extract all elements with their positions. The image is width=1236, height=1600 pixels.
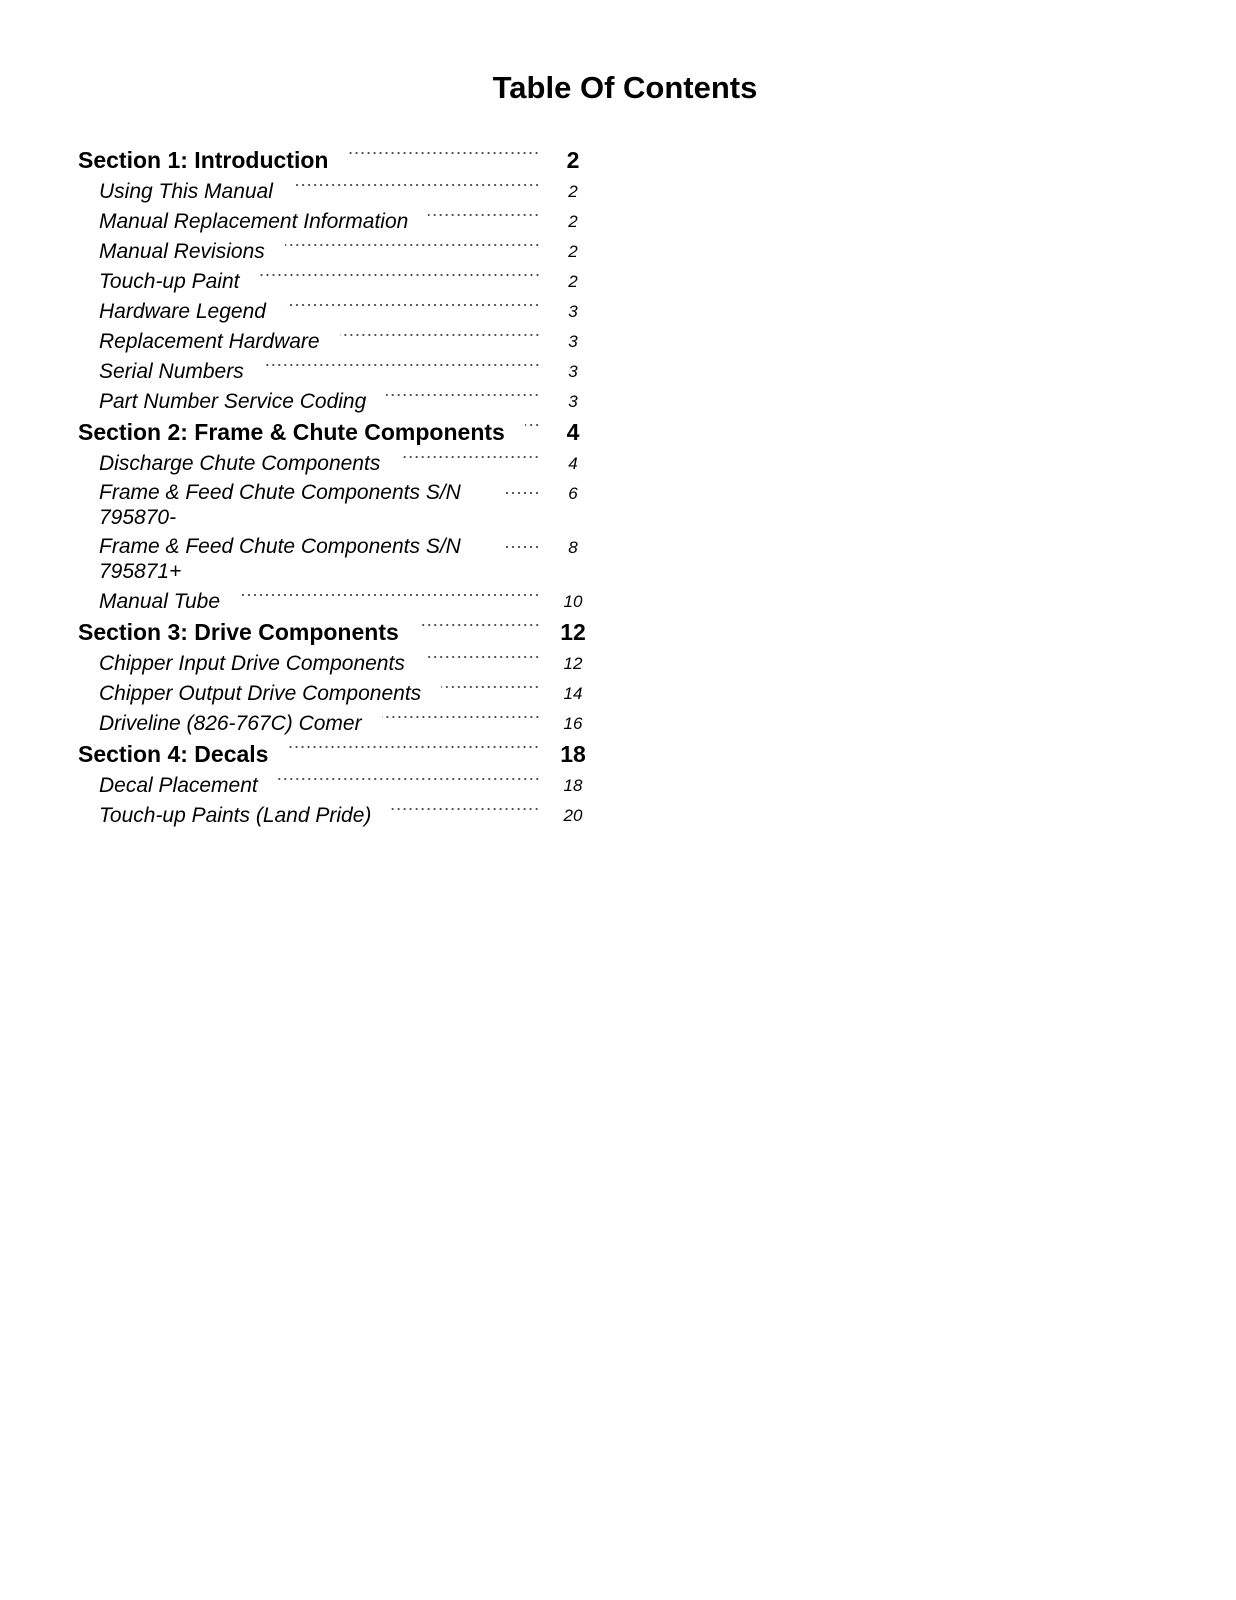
dot-leader bbox=[240, 588, 540, 602]
toc-entry-label: Hardware Legend bbox=[99, 300, 266, 323]
toc-item-entry[interactable] bbox=[78, 238, 588, 268]
toc-entry-page-number: 2 bbox=[566, 147, 580, 173]
dot-leader bbox=[525, 418, 540, 432]
dot-leader bbox=[278, 772, 540, 786]
toc-entry-page-number: 4 bbox=[568, 454, 578, 473]
toc-entry-page-number: 18 bbox=[560, 741, 586, 767]
table-of-contents bbox=[78, 146, 588, 832]
toc-entry-page-number: 6 bbox=[568, 484, 578, 503]
toc-item-entry[interactable] bbox=[78, 534, 588, 588]
dot-leader bbox=[425, 650, 540, 664]
toc-entry-page-number: 2 bbox=[568, 212, 578, 231]
toc-entry-page-number: 3 bbox=[568, 392, 578, 411]
toc-entry-label: Frame & Feed Chute Components S/N 795871+ bbox=[99, 535, 461, 583]
dot-leader bbox=[288, 740, 540, 754]
toc-item-entry[interactable] bbox=[78, 802, 588, 832]
toc-section-entry[interactable] bbox=[78, 618, 588, 650]
toc-entry-label: Touch-up Paint bbox=[99, 270, 240, 293]
toc-item-entry[interactable] bbox=[78, 650, 588, 680]
toc-entry-page-number: 4 bbox=[566, 419, 580, 445]
toc-entry-label: Serial Numbers bbox=[99, 360, 244, 383]
toc-entry-page-number: 12 bbox=[560, 619, 586, 645]
toc-entry-page-number: 18 bbox=[563, 776, 583, 795]
toc-item-entry[interactable] bbox=[78, 588, 588, 618]
dot-leader bbox=[400, 450, 540, 464]
toc-entry-label: Chipper Input Drive Components bbox=[99, 652, 405, 675]
toc-entry-label: Manual Tube bbox=[99, 590, 221, 613]
toc-item-entry[interactable] bbox=[78, 268, 588, 298]
toc-item-entry[interactable] bbox=[78, 450, 588, 480]
toc-item-entry[interactable] bbox=[78, 388, 588, 418]
dot-leader bbox=[386, 388, 540, 402]
toc-item-entry[interactable] bbox=[78, 772, 588, 802]
toc-item-entry[interactable] bbox=[78, 208, 588, 238]
toc-section-entry[interactable] bbox=[78, 146, 588, 178]
toc-entry-label: Section 1: Introduction bbox=[78, 147, 329, 173]
dot-leader bbox=[441, 680, 540, 694]
toc-entry-label: Replacement Hardware bbox=[99, 330, 320, 353]
toc-item-entry[interactable] bbox=[78, 680, 588, 710]
dot-leader bbox=[340, 328, 540, 342]
toc-item-entry[interactable] bbox=[78, 178, 588, 208]
toc-entry-page-number: 2 bbox=[568, 242, 578, 261]
toc-entry-page-number: 3 bbox=[568, 332, 578, 351]
toc-entry-page-number: 3 bbox=[568, 362, 578, 381]
toc-entry-page-number: 8 bbox=[568, 538, 578, 557]
toc-entry-label: Section 3: Drive Components bbox=[78, 619, 399, 645]
toc-entry-page-number: 3 bbox=[568, 302, 578, 321]
dot-leader bbox=[285, 238, 540, 252]
toc-entry-label: Chipper Output Drive Components bbox=[99, 682, 422, 705]
dot-leader bbox=[348, 146, 540, 160]
toc-entry-label: Section 2: Frame & Chute Components bbox=[78, 419, 505, 445]
toc-item-entry[interactable] bbox=[78, 358, 588, 388]
toc-entry-page-number: 12 bbox=[563, 654, 583, 673]
toc-item-entry[interactable] bbox=[78, 480, 588, 534]
toc-entry-page-number: 14 bbox=[563, 684, 583, 703]
dot-leader bbox=[260, 268, 541, 282]
page-title: Table Of Contents bbox=[492, 70, 758, 105]
toc-item-entry[interactable] bbox=[78, 328, 588, 358]
dot-leader bbox=[264, 358, 540, 372]
toc-entry-page-number: 20 bbox=[563, 806, 583, 825]
toc-item-entry[interactable] bbox=[78, 298, 588, 328]
toc-entry-label: Manual Revisions bbox=[99, 240, 265, 263]
toc-section-entry[interactable] bbox=[78, 740, 588, 772]
toc-entry-label: Manual Replacement Information bbox=[99, 210, 409, 233]
toc-entry-page-number: 16 bbox=[563, 714, 583, 733]
dot-leader bbox=[428, 208, 540, 222]
toc-entry-page-number: 2 bbox=[568, 182, 578, 201]
dot-leader bbox=[504, 540, 540, 554]
toc-entry-label: Section 4: Decals bbox=[78, 741, 269, 767]
dot-leader bbox=[293, 178, 540, 192]
dot-leader bbox=[286, 298, 540, 312]
toc-entry-page-number: 10 bbox=[563, 592, 583, 611]
dot-leader bbox=[382, 710, 540, 724]
toc-item-entry[interactable] bbox=[78, 710, 588, 740]
toc-entry-label: Using This Manual bbox=[99, 180, 273, 203]
toc-entry-label: Driveline (826-767C) Comer bbox=[99, 712, 362, 735]
dot-leader bbox=[419, 618, 540, 632]
toc-section-entry[interactable] bbox=[78, 418, 588, 450]
toc-entry-label: Decal Placement bbox=[99, 774, 258, 797]
dot-leader bbox=[504, 486, 540, 500]
toc-entry-label: Frame & Feed Chute Components S/N 795870- bbox=[99, 481, 461, 529]
toc-entry-page-number: 2 bbox=[568, 272, 578, 291]
toc-entry-label: Discharge Chute Components bbox=[99, 452, 381, 475]
toc-entry-label: Touch-up Paints (Land Pride) bbox=[99, 804, 372, 827]
dot-leader bbox=[391, 802, 540, 816]
toc-entry-label: Part Number Service Coding bbox=[99, 390, 367, 413]
